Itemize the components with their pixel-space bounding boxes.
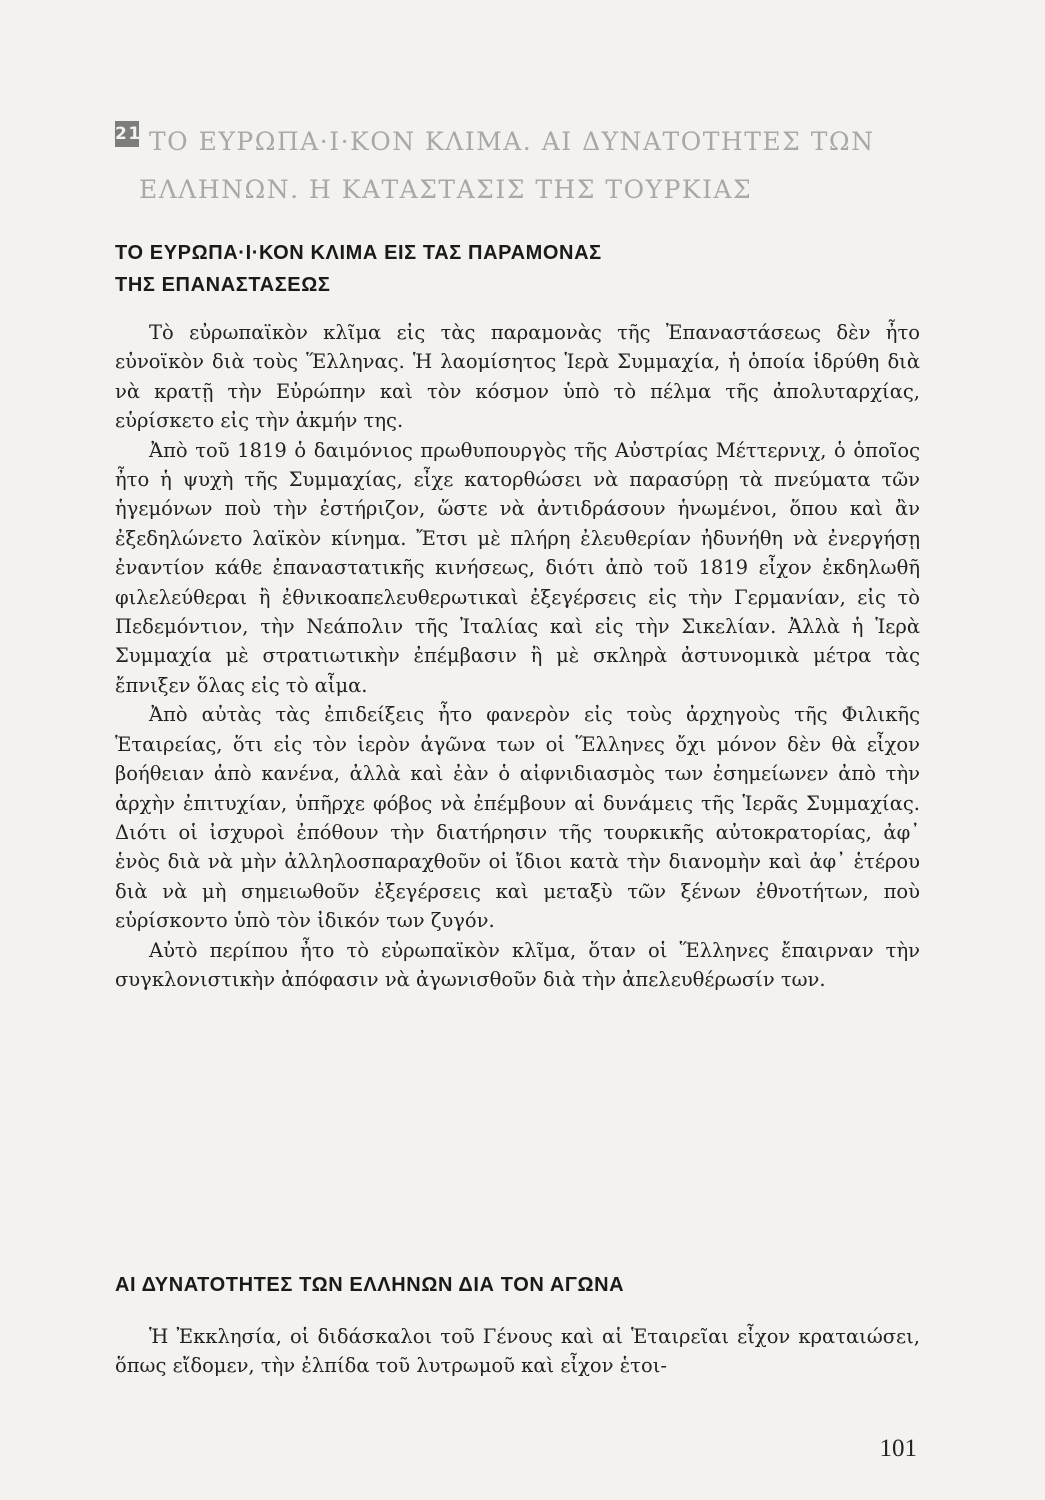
section-heading-1-line-1: ΤΟ ΕΥΡΩΠΑ·Ι·ΚΟΝ ΚΛΙΜΑ ΕΙΣ ΤΑΣ ΠΑΡΑΜΟΝΑΣ <box>115 242 602 264</box>
section-heading-2: ΑΙ ΔΥΝΑΤΟΤΗΤΕΣ ΤΩΝ ΕΛΛΗΝΩΝ ΔΙΑ ΤΟΝ ΑΓΩΝΑ <box>115 1274 625 1296</box>
chapter-number-badge: 21 <box>115 121 139 147</box>
chapter-title-line-1 <box>115 118 915 166</box>
section-1-body <box>115 318 920 994</box>
chapter-header <box>115 118 915 214</box>
chapter-title-text-1: ΤΟ ΕΥΡΩΠΑ·Ι·ΚΟΝ ΚΛΙΜΑ. ΑΙ ΔΥΝΑΤΟΤΗΤΕΣ ΤΩΝ <box>149 127 875 156</box>
paragraph: Ἡ Ἐκκλησία, οἱ διδάσκαλοι τοῦ Γένους καὶ αἱ Ἑταιρεῖαι εἶχον κραταιώσει, ὅπως εἴδομεν, τὴν ἐλπίδα τοῦ λυτρωμοῦ καὶ εἶχον ἑτοι- <box>115 1325 920 1378</box>
page-number: 101 <box>879 1435 917 1462</box>
paragraph: Ἀπὸ αὐτὰς τὰς ἐπιδείξεις ἦτο φανερὸν εἰς τοὺς ἀρχηγοὺς τῆς Φιλικῆς Ἑταιρείας, ὅτι εἰς τὸν ἱερὸν ἀγῶνα των οἱ Ἕλληνες ὄχι μόνον δὲν θὰ εἶχον βοήθειαν ἀπὸ κανένα, ἀλλὰ καὶ ἐὰν ὁ αἰφνιδιασμὸς των ἐσημείωνεν ἀπὸ τὴν ἀρχὴν ἐπιτυχίαν, ὑπῆρχε φόβος νὰ ἐπέμβουν αἱ δυνάμεις τῆς Ἱερᾶς Συμμαχίας. Διότι οἱ ἰσχυροὶ ἐπόθουν τὴν διατήρησιν τῆς τουρκικῆς αὐτοκρατορίας, ἀφ᾽ ἑνὸς διὰ νὰ μὴν ἀλληλοσπαραχθοῦν οἱ ἴδιοι κατὰ τὴν διανομὴν καὶ ἀφ᾽ ἑτέρου διὰ νὰ μὴ σημειωθοῦν ἐξεγέρσεις καὶ μεταξὺ τῶν ξένων ἐθνοτήτων, ποὺ εὑρίσκοντο ὑπὸ τὸν ἰδικόν των ζυγόν. <box>115 703 920 933</box>
paragraph: Αὐτὸ περίπου ἦτο τὸ εὐρωπαϊκὸν κλῖμα, ὅταν οἱ Ἕλληνες ἔπαιρναν τὴν συγκλονιστικὴν ἀπόφασιν νὰ ἀγωνισθοῦν διὰ τὴν ἀπελευθέρωσίν των. <box>115 938 920 991</box>
section-heading-1-line-2: ΤΗΣ ΕΠΑΝΑΣΤΑΣΕΩΣ <box>115 274 331 296</box>
paragraph: Τὸ εὐρωπαϊκὸν κλῖμα εἰς τὰς παραμονὰς τῆς Ἐπαναστάσεως δὲν ἦτο εὐνοϊκὸν διὰ τοὺς Ἕλληνας. Ἡ λαομίσητος Ἱερὰ Συμμαχία, ἡ ὁποία ἱδρύθη διὰ νὰ κρατῇ τὴν Εὐρώπην καὶ τὸν κόσμον ὑπὸ τὸ πέλμα τῆς ἀπολυταρχίας, εὑρίσκετο εἰς τὴν ἀκμήν της. <box>115 321 920 433</box>
paragraph: Ἀπὸ τοῦ 1819 ὁ δαιμόνιος πρωθυπουργὸς τῆς Αὐστρίας Μέττερνιχ, ὁ ὁποῖος ἦτο ἡ ψυχὴ τῆς Συμμαχίας, εἶχε κατορθώσει νὰ παρασύρῃ τὰ πνεύματα τῶν ἡγεμόνων ποὺ τὴν ἐστήριζον, ὥστε νὰ ἀντιδράσουν ἡνωμένοι, ὅπου καὶ ἂν ἐξεδηλώνετο λαϊκὸν κίνημα. Ἔτσι μὲ πλήρη ἐλευθερίαν ἠδυνήθη νὰ ἐνεργήσῃ ἐναντίον κάθε ἐπαναστατικῆς κινήσεως, διότι ἀπὸ τοῦ 1819 εἶχον ἐκδηλωθῆ φιλελεύθεραι ἢ ἐθνικοαπελευθερωτικαὶ ἐξεγέρσεις εἰς τὴν Γερμανίαν, εἰς τὸ Πεδεμόντιον, τὴν Νεάπολιν τῆς Ἰταλίας καὶ εἰς τὴν Σικελίαν. Ἀλλὰ ἡ Ἱερὰ Συμμαχία μὲ στρατιωτικὴν ἐπέμβασιν ἢ μὲ σκληρὰ ἀστυνομικὰ μέτρα τὰς ἔπνιξεν ὅλας εἰς τὸ αἷμα. <box>115 438 920 697</box>
section-2-body <box>115 1322 920 1381</box>
chapter-title-line-2: ΕΛΛΗΝΩΝ. Η ΚΑΤΑΣΤΑΣΙΣ ΤΗΣ ΤΟΥΡΚΙΑΣ <box>139 175 753 204</box>
